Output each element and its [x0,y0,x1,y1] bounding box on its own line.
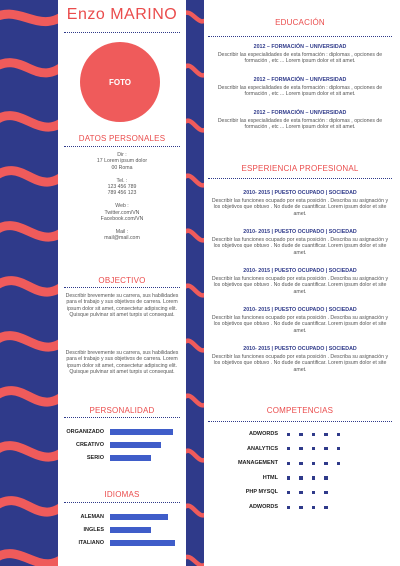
personal-data-line: Web : [115,203,129,210]
level-dot-icon [312,462,315,465]
competencia-label: PHP MYSQL [245,489,278,496]
candidate-name: Enzo MARINO [66,6,178,23]
wave-stripe-left [0,0,58,566]
section-title-personalidad: PERSONALIDAD [89,406,155,415]
section-title-experiencia: ESPERIENCIA PROFESIONAL [241,164,359,173]
section-title-competencias: COMPETENCIAS [266,406,334,415]
experiencia-item-title: 2010- 2015 | PUESTO OCUPADO | SOCIEDAD [243,268,357,274]
level-dot-icon [299,506,302,509]
personal-data-line: Tel. : [116,177,128,184]
wave-pattern-left [0,0,58,566]
personal-data-line: mail@mail.com [104,235,140,242]
wave-pattern-center [186,0,204,566]
divider-idiomas [64,502,180,503]
photo-placeholder [80,42,160,122]
level-dot-icon [287,491,290,494]
level-dot-icon [299,476,302,479]
level-dot-icon [312,447,315,450]
level-dot-icon [299,433,302,436]
personalidad-label: SERIO [86,455,104,461]
personal-data-line: Dir : [117,152,127,158]
idioma-row [62,527,151,533]
wave-stripe-center [186,0,204,566]
divider-competencias [208,421,392,422]
personalidad-row [62,429,173,435]
level-dot-icon [312,476,315,479]
level-dot-icon [287,476,290,479]
educacion-item-desc: Describir las especialidades de esta formación : diplomas , opciones de formación , etc ... Lorem ipsum dolor et sit amet. [217,52,383,65]
objetivo-paragraph-1: Describir brevemente su carrera, sus habilidades para el trabajo y sus objetivos de carrera. Lorem ipsum dolor sit amet, consectetur adipiscing elit. Quisque pulvinar sit amet turpis ut consequat. [65,293,179,319]
competencia-dots [287,433,340,436]
section-title-objetivo: OBJECTIVO [98,276,146,285]
experiencia-item-desc: Describir las funciones ocupado por esta posición . Describa su asignación y los objetivos que obtuvo . No dude de cuantificar. Lorem ipsum dolor et site amet. [211,237,389,256]
personalidad-row [62,455,151,461]
personal-data-line: Twitter.com/VN [104,209,140,216]
idioma-bar [110,514,168,520]
idioma-bar [110,540,175,546]
level-dot-icon [324,433,327,436]
level-dot-icon [324,476,327,479]
idioma-label: INGLES [83,527,104,533]
personalidad-label: ORGANIZADO [66,429,104,435]
personal-data-line: 123 456 789 [107,183,137,190]
experiencia-item-desc: Describir las funciones ocupado por esta posición . Describa su asignación y los objetivos que obtuvo . No dude de cuantificar. Lorem ipsum dolor et site amet. [211,198,389,217]
level-dot-icon [324,462,327,465]
level-dot-icon [324,447,327,450]
level-dot-icon [337,433,340,436]
level-dot-icon [324,491,327,494]
idioma-bar [110,527,151,533]
divider-name [64,32,180,33]
idioma-label: ALEMAN [80,514,104,520]
educacion-item-title: 2012 – FORMACIÓN – UNIVERSIDAD [253,77,347,83]
divider-datos [64,146,180,147]
level-dot-icon [312,491,315,494]
level-dot-icon [287,506,290,509]
experiencia-item-desc: Describir las funciones ocupado por esta posición . Describa su asignación y los objetivos que obtuvo . No dude de cuantificar. Lorem ipsum dolor et site amet. [211,315,389,334]
experiencia-item-title: 2010- 2015 | PUESTO OCUPADO | SOCIEDAD [243,307,357,313]
competencia-dots [287,462,340,465]
personalidad-row [62,442,161,448]
personal-data-line: 00 Roma [111,164,133,171]
personal-data-line: 789 456 123 [107,190,137,197]
personal-data-line: Facebook.com/VN [100,215,144,222]
experiencia-item-desc: Describir las funciones ocupado por esta posición . Describa su asignación y los objetivos que obtuvo . No dude de cuantificar. Lorem ipsum dolor et site amet. [211,276,389,295]
competencia-dots [287,447,340,450]
competencia-label: MANAGEMENT [237,460,278,467]
idioma-label: ITALIANO [78,540,104,546]
competencia-dots [287,476,328,479]
competencia-label: HTML [262,474,278,481]
level-dot-icon [324,506,327,509]
level-dot-icon [299,462,302,465]
level-dot-icon [312,433,315,436]
educacion-item-title: 2012 – FORMACIÓN – UNIVERSIDAD [253,110,347,116]
divider-personalidad [64,417,180,418]
idioma-row [62,540,175,546]
competencia-dots [287,506,328,509]
idioma-row [62,514,168,520]
personalidad-bar [110,429,173,435]
divider-educacion [208,36,392,37]
section-title-educacion: EDUCACIÓN [275,18,325,27]
level-dot-icon [337,462,340,465]
competencia-label: ANALYTICS [247,445,278,452]
educacion-item-desc: Describir las especialidades de esta formación : diplomas , opciones de formación , etc ... Lorem ipsum dolor et sit amet. [217,85,383,98]
level-dot-icon [312,506,315,509]
personal-data [62,152,182,241]
level-dot-icon [287,433,290,436]
personal-data-line: 17 Lorem ipsum dolor [96,158,148,165]
personal-data-line: Mail : [115,228,129,235]
level-dot-icon [299,491,302,494]
competencia-label: ADWORDS [248,431,278,437]
experiencia-item-desc: Describir las funciones ocupado por esta posición . Describa su asignación y los objetivos que obtuvo . No dude de cuantificar. Lorem ipsum dolor et site amet. [211,354,389,373]
section-title-idiomas: IDIOMAS [104,490,140,499]
photo-label: FOTO [108,77,132,87]
divider-experiencia [208,178,392,179]
level-dot-icon [287,462,290,465]
personalidad-bar [110,442,161,448]
competencia-label: ADWORDS [248,504,278,510]
level-dot-icon [337,447,340,450]
educacion-item-title: 2012 – FORMACIÓN – UNIVERSIDAD [253,44,347,50]
divider-objetivo [64,287,180,288]
level-dot-icon [287,447,290,450]
experiencia-item-title: 2010- 2015 | PUESTO OCUPADO | SOCIEDAD [243,190,357,196]
objetivo-paragraph-2: Describir brevemente su carrera, sus habilidades para el trabajo y sus objetivos de carrera. Lorem ipsum dolor sit amet, consectetur adipiscing elit. Quisque pulvinar sit amet turpis ut consequat. [65,350,179,376]
experiencia-item-title: 2010- 2015 | PUESTO OCUPADO | SOCIEDAD [243,229,357,235]
experiencia-item-title: 2010- 2015 | PUESTO OCUPADO | SOCIEDAD [243,346,357,352]
section-title-datos: DATOS PERSONALES [78,134,166,143]
personalidad-label: CREATIVO [75,442,104,448]
personalidad-bar [110,455,151,461]
level-dot-icon [299,447,302,450]
educacion-item-desc: Describir las especialidades de esta formación : diplomas , opciones de formación , etc ... Lorem ipsum dolor et sit amet. [217,118,383,131]
competencia-dots [287,491,328,494]
